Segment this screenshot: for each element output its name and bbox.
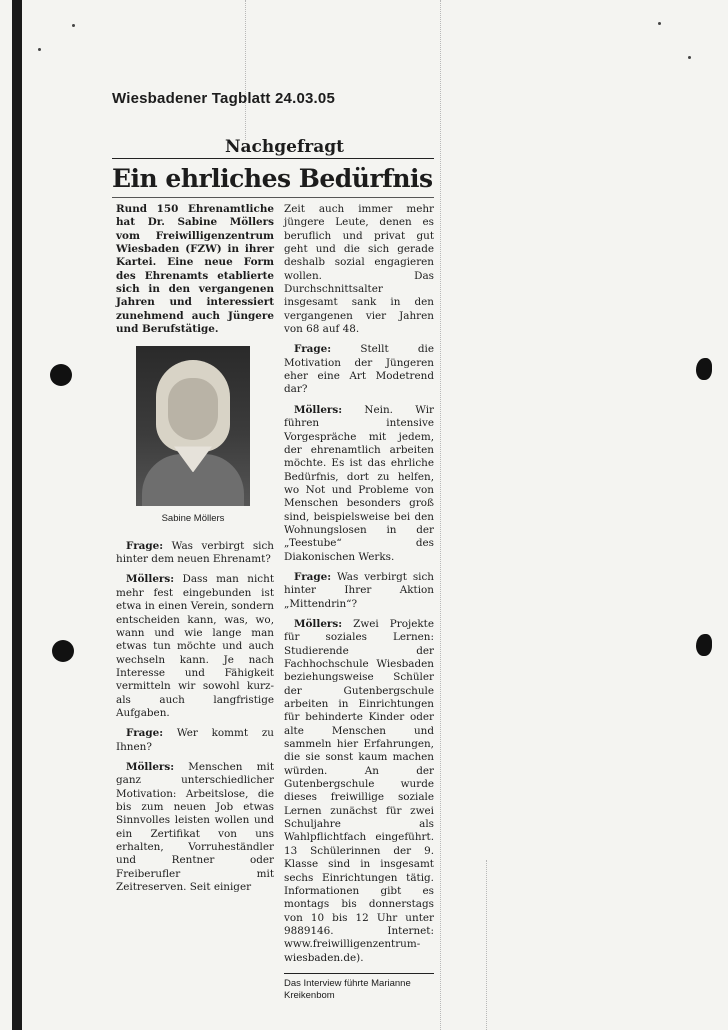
rubric-title: Nachgefragt [225, 137, 344, 157]
newspaper-source-line [112, 90, 335, 107]
speaker-label: Möllers: [294, 403, 343, 416]
interview-paragraph [116, 761, 274, 894]
paragraph-text: Was verbirgt sich hinter Ihrer Aktion „Mittendrin“? [284, 570, 434, 610]
scan-speck [688, 56, 691, 59]
paragraph-text: Wer kommt zu Ihnen? [116, 727, 274, 753]
interview-paragraph [284, 404, 434, 564]
photo-caption: Sabine Möllers [161, 513, 225, 525]
paragraph-text: Stellt die Motivation der Jüngeren eher eine Art Modetrend dar? [284, 343, 434, 396]
fold-line [486, 860, 487, 1030]
headline-rule [112, 197, 434, 198]
article-lead: Rund 150 Ehrenamtliche hat Dr. Sabine Möllers vom Freiwilligenzentrum Wiesbaden (FZW) in ihrer Kartei. Eine neue Form des Ehrenamts etablierte sich in den vergangenen Jahren und interessiert zunehmend auch Jüngere und Berufstätige. [116, 203, 274, 336]
interview-paragraph [116, 540, 274, 567]
newspaper-name: Wiesbadener Tagblatt [112, 90, 271, 107]
portrait-photo-block [136, 346, 250, 525]
speaker-label: Möllers: [126, 573, 175, 586]
interview-paragraph [284, 203, 434, 336]
paragraph-text: Dass man nicht mehr fest eingebunden ist etwa in einen Verein, sondern entscheiden kann, was, wo, wann und wie lange man etwas tun möchte und auch wechseln kann. Je nach Interesse und Fähigkeit vermitteln wir sowohl kurz- als auch langfristige Aufgaben. [116, 573, 274, 719]
interview-paragraph [284, 618, 434, 965]
paragraph-text: Menschen mit ganz unterschiedlicher Motivation: Arbeitslose, die bis zum neuen Job etwas Sinnvolles leisten wollen und ein Zertifikat von uns erhalten, Vorruheständler und Rentner oder Freiberufler mit Zeitreserven. Seit einiger [116, 760, 274, 894]
article-column-left [116, 203, 274, 901]
paragraph-text: Was verbirgt sich hinter dem neuen Ehrenamt? [116, 539, 274, 566]
scan-speck [658, 22, 661, 25]
punch-hole-bottom [52, 640, 74, 662]
interview-credit: Das Interview führte Marianne Kreikenbom [284, 973, 434, 1002]
paragraph-text: Zeit auch immer mehr jüngere Leute, denen es beruflich und privat gut geht und die sich gerade deshalb sozial engagieren wollen. Das Durchschnittsalter insgesamt sank in den vergangenen vier Jahren von 68 auf 48. [284, 203, 434, 336]
paragraph-text: Nein. Wir führen intensive Vorgespräche mit jedem, der ehrenamtlich arbeiten möchte. Es ist das ehrliche Bedürfnis, dort zu helfen, wo Not und Probleme von Menschen besonders groß sind, beispielsweise bei den Wohnungslosen in der „Teestube“ des Diakonischen Werks. [284, 403, 434, 563]
portrait-face [168, 378, 218, 440]
portrait-photo [136, 346, 250, 506]
interview-paragraph [116, 573, 274, 720]
fold-line [245, 0, 246, 140]
article-column-right [284, 203, 434, 1002]
interview-paragraph [116, 727, 274, 754]
paragraph-text: Zwei Projekte für soziales Lernen: Studierende der Fachhochschule Wiesbaden beziehungsweise Schüler der Gutenbergschule arbeiten in Einrichtungen für behinderte Kinder oder alte Menschen und sammeln hier Erfahrungen, die sie sonst kaum machen würden. An der Gutenbergschule wurde dieses freiwillige soziale Lernen zunächst für zwei Schuljahre als Wahlpflichtfach eingeführt. 13 Schülerinnen der 9. Klasse sind in insgesamt sechs Einrichtungen tätig. Informationen gibt es montags bis donnerstags von 10 bis 12 Uhr unter 9889146. Internet: www.freiwilligenzentrum-wiesbaden.de). [284, 617, 434, 964]
scan-speck [72, 24, 75, 27]
speaker-label: Möllers: [294, 617, 343, 630]
punch-hole-top [50, 364, 72, 386]
interview-paragraph [284, 571, 434, 611]
speaker-label: Möllers: [126, 760, 175, 773]
speaker-label: Frage: [126, 539, 164, 552]
margin-mark-bottom [696, 634, 712, 656]
speaker-label: Frage: [294, 570, 332, 583]
speaker-label: Frage: [294, 343, 332, 356]
scan-left-edge-bar [12, 0, 22, 1030]
publication-date: 24.03.05 [275, 90, 335, 107]
margin-mark-top [696, 358, 712, 380]
scan-speck [38, 48, 41, 51]
speaker-label: Frage: [126, 727, 164, 740]
article-headline: Ein ehrliches Bedürfnis [112, 164, 433, 193]
fold-line [440, 0, 441, 1030]
interview-paragraph [284, 343, 434, 396]
rubric-rule [112, 158, 434, 159]
